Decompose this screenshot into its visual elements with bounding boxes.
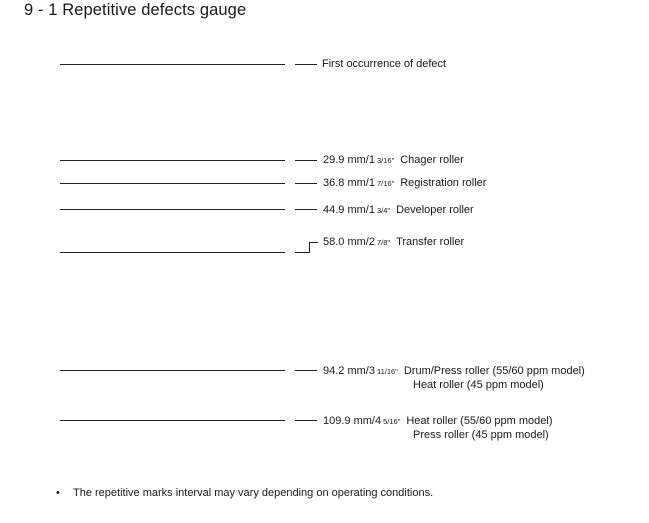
gauge-connector xyxy=(295,209,317,210)
roller-name: Registration roller xyxy=(400,177,487,189)
footnote xyxy=(56,487,433,499)
gauge-main: First occurrence of defect xyxy=(322,58,447,70)
gauge-main: 36.8 mm/1 xyxy=(323,177,375,189)
gauge-main: 44.9 mm/1 xyxy=(323,204,375,216)
gauge-line xyxy=(60,370,285,371)
roller-name-secondary: Heat roller (45 ppm model) xyxy=(413,379,544,391)
gauge-frac: 3/16" xyxy=(376,156,395,165)
gauge-line xyxy=(60,160,285,161)
roller-name-secondary: Press roller (45 ppm model) xyxy=(413,429,549,441)
gauge-label xyxy=(323,203,474,218)
page-title: 9 - 1 Repetitive defects gauge xyxy=(24,1,247,19)
gauge-frac: 7/8" xyxy=(376,238,391,247)
gauge-label xyxy=(323,235,464,250)
gauge-main: 94.2 mm/3 xyxy=(323,365,375,377)
roller-name: Developer roller xyxy=(396,204,474,216)
gauge-line xyxy=(60,420,285,421)
gauge-main: 109.9 mm/4 xyxy=(323,415,382,427)
gauge-line xyxy=(60,183,285,184)
gauge-connector-vertical xyxy=(309,242,310,252)
gauge-line xyxy=(60,252,285,253)
roller-name: Chager roller xyxy=(400,154,464,166)
gauge-connector xyxy=(295,160,317,161)
gauge-frac: 7/16" xyxy=(376,179,395,188)
roller-name: Heat roller (55/60 ppm model) xyxy=(406,415,553,427)
gauge-connector xyxy=(295,420,317,421)
gauge-connector xyxy=(295,183,317,184)
roller-name: Transfer roller xyxy=(396,236,465,248)
gauge-line xyxy=(60,209,285,210)
gauge-connector xyxy=(295,370,317,371)
gauge-frac: 5/16" xyxy=(383,417,401,426)
gauge-line xyxy=(60,64,285,65)
first-occurrence-label xyxy=(322,57,446,71)
bullet-icon: • xyxy=(56,487,60,499)
footnote-text: The repetitive marks interval may vary depending on operating conditions. xyxy=(73,487,434,499)
gauge-connector xyxy=(309,242,318,243)
gauge-label xyxy=(323,414,552,429)
gauge-connector xyxy=(295,64,317,65)
roller-name: Drum/Press roller (55/60 ppm model) xyxy=(403,365,585,377)
gauge-main: 29.9 mm/1 xyxy=(323,154,375,166)
gauge-frac: 3/4" xyxy=(376,206,391,215)
gauge-label xyxy=(323,176,486,191)
gauge-label xyxy=(323,153,464,168)
gauge-main: 58.0 mm/2 xyxy=(323,236,375,248)
gauge-connector xyxy=(295,252,310,253)
gauge-frac: 11/16" xyxy=(376,367,398,376)
gauge-label xyxy=(323,364,585,379)
